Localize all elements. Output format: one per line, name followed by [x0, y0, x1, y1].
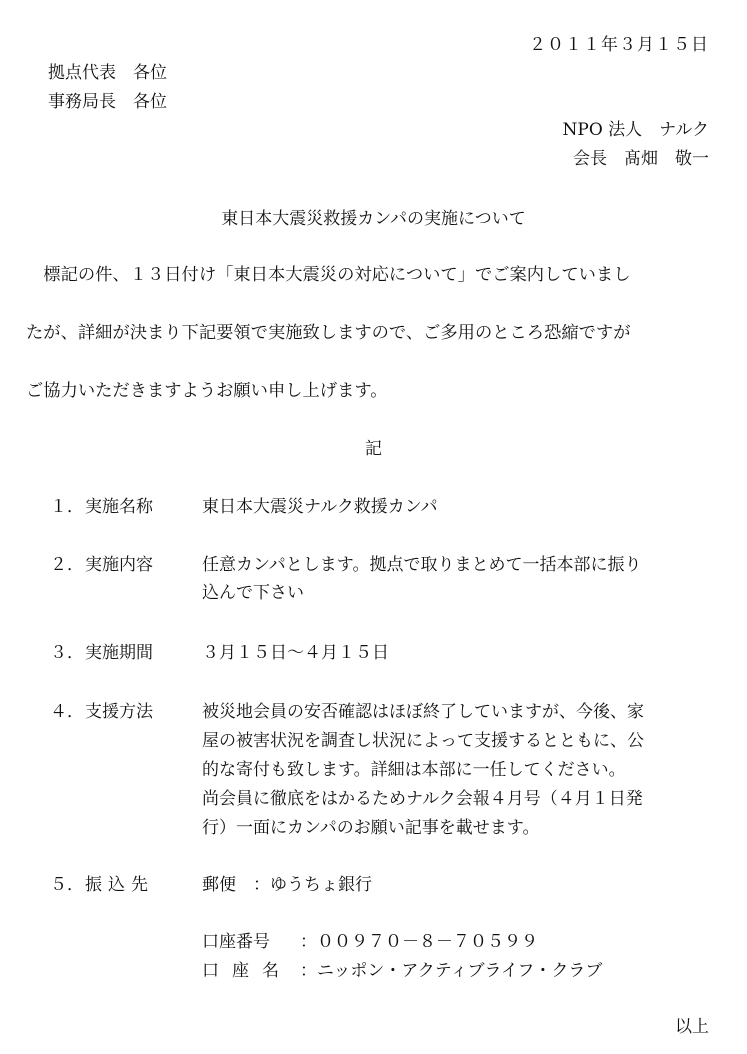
account-number-label: 口座番号 — [202, 932, 270, 952]
item-4-line-3: 的な寄付も致します。詳細は本部に一任してください。 — [202, 760, 626, 780]
item-2-line-1: 任意カンパとします。拠点で取りまとめて一括本部に振り — [202, 555, 642, 575]
account-number-value: ：００９７０－８－７０５９９ — [300, 932, 538, 952]
item-1-number: １． — [50, 497, 84, 517]
item-4-line-5: 行）一面にカンパのお願い記事を載せます。 — [202, 818, 540, 838]
document-title: 東日本大震災救援カンパの実施について — [221, 209, 526, 229]
item-5-line-1: 郵便 ：ゆうちょ銀行 — [202, 875, 372, 895]
item-3-label: 実施期間 — [85, 643, 153, 663]
item-3-number: ３． — [50, 643, 84, 663]
item-2-number: ２． — [50, 555, 84, 575]
recipient-secretariat-heads: 事務局長 各位 — [48, 92, 167, 112]
account-name-label: 口座名 — [202, 961, 292, 981]
item-1-line-1: 東日本大震災ナルク救援カンパ — [202, 497, 438, 517]
item-5-label: 振込先 — [85, 875, 154, 895]
ki-heading: 記 — [365, 439, 382, 459]
body-line-2: たが、詳細が決まり下記要領で実施致しますので、ご多用のところ恐縮ですが — [26, 323, 631, 343]
sender-organization: NPO 法人 ナルク — [562, 120, 709, 140]
item-4-label: 支援方法 — [85, 702, 153, 722]
item-4-line-2: 屋の被害状況を調査し状況によって支援するとともに、公 — [202, 731, 644, 751]
closing-remark: 以上 — [675, 1017, 709, 1037]
item-2-line-2: 込んで下さい — [202, 583, 304, 603]
item-4-line-4: 尚会員に徹底をはかるためナルク会報４月号（４月１日発 — [202, 789, 643, 809]
item-4-line-1: 被災地会員の安否確認はほぼ終了していますが、今後、家 — [202, 702, 644, 722]
body-line-3: ご協力いただきますようお願い申し上げます。 — [26, 381, 388, 401]
item-1-label: 実施名称 — [85, 497, 153, 517]
body-line-1: 標記の件、１３日付け「東日本大震災の対応について」でご案内していまし — [26, 265, 631, 285]
item-4-number: ４． — [50, 702, 84, 722]
document-date: ２０１１年３月１５日 — [529, 35, 709, 55]
item-3-line-1: ３月１５日～４月１５日 — [202, 643, 389, 663]
item-5-number: ５． — [50, 875, 84, 895]
item-2-label: 実施内容 — [85, 555, 153, 575]
sender-person: 会長 髙畑 敬一 — [573, 149, 709, 169]
account-name-value: ：ニッポン・アクティブライフ・クラブ — [300, 961, 603, 981]
recipient-branch-reps: 拠点代表 各位 — [48, 63, 167, 83]
